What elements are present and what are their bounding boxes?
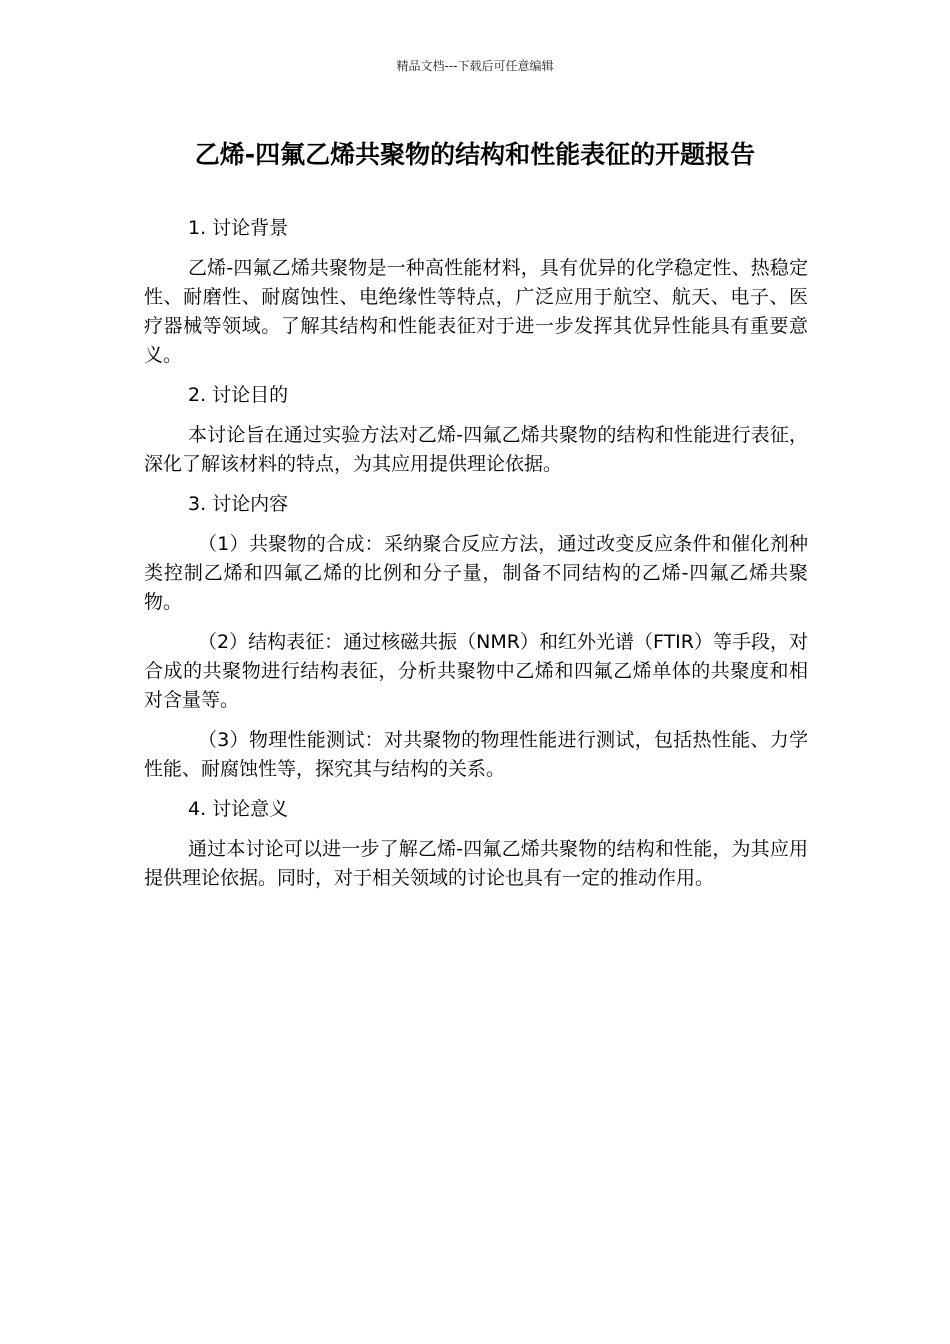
section-significance <box>144 795 808 893</box>
page-header-note: 精品文档---下载后可任意编辑 <box>396 59 554 73</box>
section-background <box>144 214 808 370</box>
section-paragraph: 乙烯-四氟乙烯共聚物是一种高性能材料，具有优异的化学稳定性、热稳定性、耐磨性、耐腐蚀性、电绝缘性等特点，广泛应用于航空、航天、电子、医疗器械等领域。了解其结构和性能表征对于进一步发挥其优异性能具有重要意义。 <box>144 257 808 366</box>
section-paragraph: 通过本讨论可以进一步了解乙烯-四氟乙烯共聚物的结构和性能，为其应用提供理论依据。同时，对于相关领域的讨论也具有一定的推动作用。 <box>144 838 808 889</box>
section-heading: 2. 讨论目的 <box>188 384 289 406</box>
section-heading: 1. 讨论背景 <box>188 217 289 239</box>
content-item-synthesis: （1）共聚物的合成：采纳聚合反应方法，通过改变反应条件和催化剂种类控制乙烯和四氟乙烯的比例和分子量，制备不同结构的乙烯-四氟乙烯共聚物。 <box>144 533 808 613</box>
section-heading: 3. 讨论内容 <box>188 493 289 515</box>
section-paragraph: 本讨论旨在通过实验方法对乙烯-四氟乙烯共聚物的结构和性能进行表征，深化了解该材料的特点，为其应用提供理论依据。 <box>144 424 808 475</box>
section-heading: 4. 讨论意义 <box>188 798 289 820</box>
content-item-structure: （2）结构表征：通过核磁共振（NMR）和红外光谱（FTIR）等手段，对合成的共聚物进行结构表征，分析共聚物中乙烯和四氟乙烯单体的共聚度和相对含量等。 <box>144 631 808 711</box>
section-purpose <box>144 381 808 479</box>
document-title: 乙烯-四氟乙烯共聚物的结构和性能表征的开题报告 <box>194 140 756 169</box>
content-item-physical-tests: （3）物理性能测试：对共聚物的物理性能进行测试，包括热性能、力学性能、耐腐蚀性等，探究其与结构的关系。 <box>144 729 808 780</box>
section-content <box>144 490 808 784</box>
document-body <box>144 214 808 904</box>
